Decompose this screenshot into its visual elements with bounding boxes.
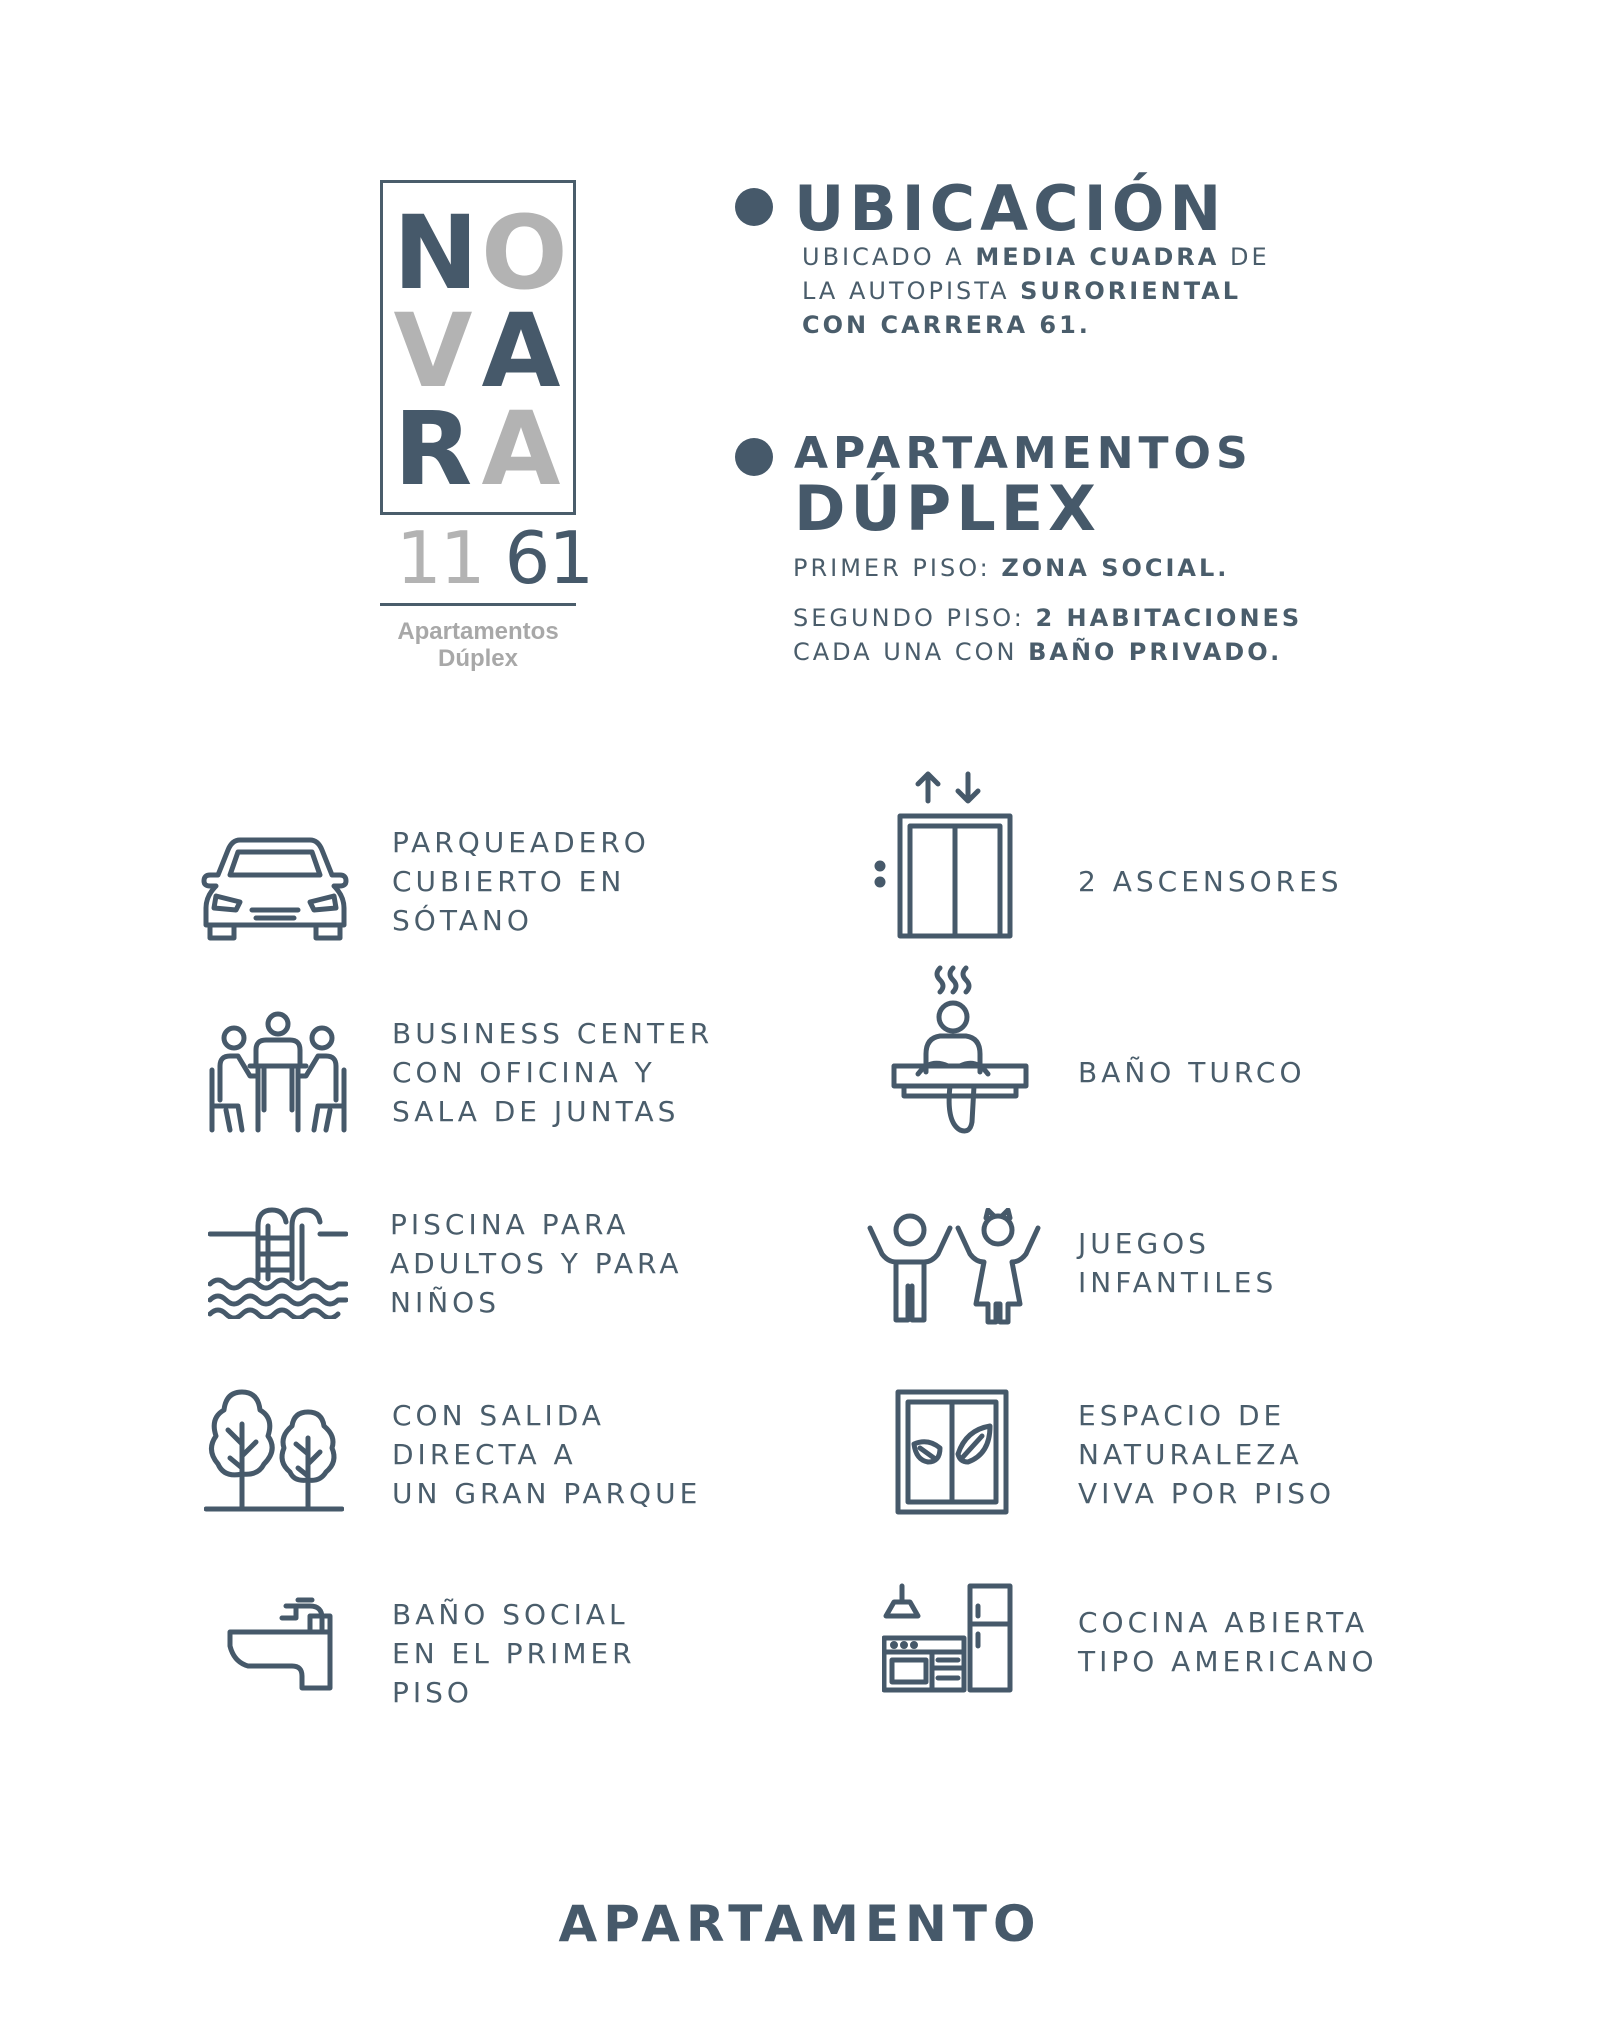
feature-line: TIPO AMERICANO <box>1078 1645 1378 1678</box>
feature-line: UN GRAN PARQUE <box>392 1477 702 1510</box>
car-icon <box>200 830 350 945</box>
feature-turco <box>1078 1053 1306 1092</box>
text-bold: SURORIENTAL <box>1020 277 1242 305</box>
feature-cocina <box>1078 1603 1378 1681</box>
feature-piscina <box>390 1205 683 1322</box>
text: LA AUTOPISTA <box>802 277 1021 305</box>
feature-line: SALA DE JUNTAS <box>392 1095 680 1128</box>
text-bold: 2 HABITACIONES <box>1035 604 1303 632</box>
logo-subtitle-line: Apartamentos <box>397 618 559 645</box>
text-bold: BAÑO PRIVADO. <box>1028 638 1283 666</box>
text-bold: ZONA SOCIAL. <box>1001 554 1230 582</box>
feature-line: INFANTILES <box>1078 1266 1278 1299</box>
feature-line: BAÑO TURCO <box>1078 1056 1306 1089</box>
feature-parqueadero <box>392 823 650 940</box>
feature-business <box>392 1014 713 1131</box>
feature-line: NATURALEZA <box>1078 1438 1303 1471</box>
logo-subtitle <box>380 618 576 672</box>
logo-letter: V <box>393 292 473 411</box>
logo-letter: A <box>481 292 561 411</box>
logo-letter: N <box>393 194 479 313</box>
feature-juegos <box>1078 1224 1277 1302</box>
feature-line: ADULTOS Y PARA <box>390 1247 683 1280</box>
logo-letter: O <box>481 194 568 313</box>
feature-line: EN EL PRIMER <box>392 1637 636 1670</box>
text: PRIMER PISO: <box>793 554 1002 582</box>
meeting-icon <box>208 1010 348 1135</box>
ubicacion-title: UBICACIÓN <box>794 172 1227 245</box>
feature-naturaleza <box>1078 1396 1335 1513</box>
leaf-window-icon <box>894 1388 1010 1516</box>
logo-frame <box>380 180 576 515</box>
footer-title: APARTAMENTO <box>558 1895 1042 1953</box>
feature-line: CON SALIDA <box>392 1399 605 1432</box>
logo-divider <box>380 603 576 606</box>
sink-icon <box>226 1596 336 1696</box>
feature-line: 2 ASCENSORES <box>1078 865 1343 898</box>
text-bold: CON CARRERA 61. <box>802 311 1091 339</box>
bullet-dot <box>735 438 773 476</box>
trees-icon <box>204 1384 344 1514</box>
ubicacion-text <box>802 240 1270 342</box>
segundo-piso-text <box>793 601 1302 669</box>
feature-line: SÓTANO <box>392 904 533 937</box>
feature-parque <box>392 1396 701 1513</box>
logo-number <box>396 516 593 600</box>
children-icon <box>866 1208 1046 1328</box>
feature-line: PISO <box>392 1676 473 1709</box>
pool-icon <box>208 1204 348 1319</box>
text-bold: MEDIA CUADRA <box>975 243 1220 271</box>
apartamentos-title: APARTAMENTOS <box>794 428 1253 479</box>
bullet-dot <box>735 188 773 226</box>
feature-line: JUEGOS <box>1078 1227 1210 1260</box>
feature-line: NIÑOS <box>390 1286 500 1319</box>
kitchen-icon <box>882 1582 1014 1694</box>
text: DE <box>1219 243 1270 271</box>
feature-line: COCINA ABIERTA <box>1078 1606 1369 1639</box>
duplex-title: DÚPLEX <box>794 472 1101 545</box>
feature-line: VIVA POR PISO <box>1078 1477 1336 1510</box>
feature-line: PARQUEADERO <box>392 826 650 859</box>
logo-number-dark: 61 <box>504 516 593 600</box>
logo-subtitle-line: Dúplex <box>437 645 518 672</box>
feature-line: CON OFICINA Y <box>392 1056 656 1089</box>
text: SEGUNDO PISO: <box>793 604 1036 632</box>
feature-line: CUBIERTO EN <box>392 865 626 898</box>
logo-letter: A <box>481 390 561 509</box>
elevator-icon <box>868 766 1018 941</box>
feature-ascensores <box>1078 862 1343 901</box>
steam-bath-icon <box>890 962 1030 1142</box>
text: CADA UNA CON <box>793 638 1029 666</box>
logo-letter: R <box>393 390 473 509</box>
text: UBICADO A <box>802 243 976 271</box>
feature-line: DIRECTA A <box>392 1438 577 1471</box>
feature-line: BAÑO SOCIAL <box>392 1598 629 1631</box>
feature-line: BUSINESS CENTER <box>392 1017 714 1050</box>
primer-piso-text <box>793 551 1229 585</box>
feature-line: ESPACIO DE <box>1078 1399 1286 1432</box>
feature-bano-social <box>392 1595 636 1712</box>
logo-number-light: 11 <box>396 516 484 600</box>
feature-line: PISCINA PARA <box>390 1208 630 1241</box>
